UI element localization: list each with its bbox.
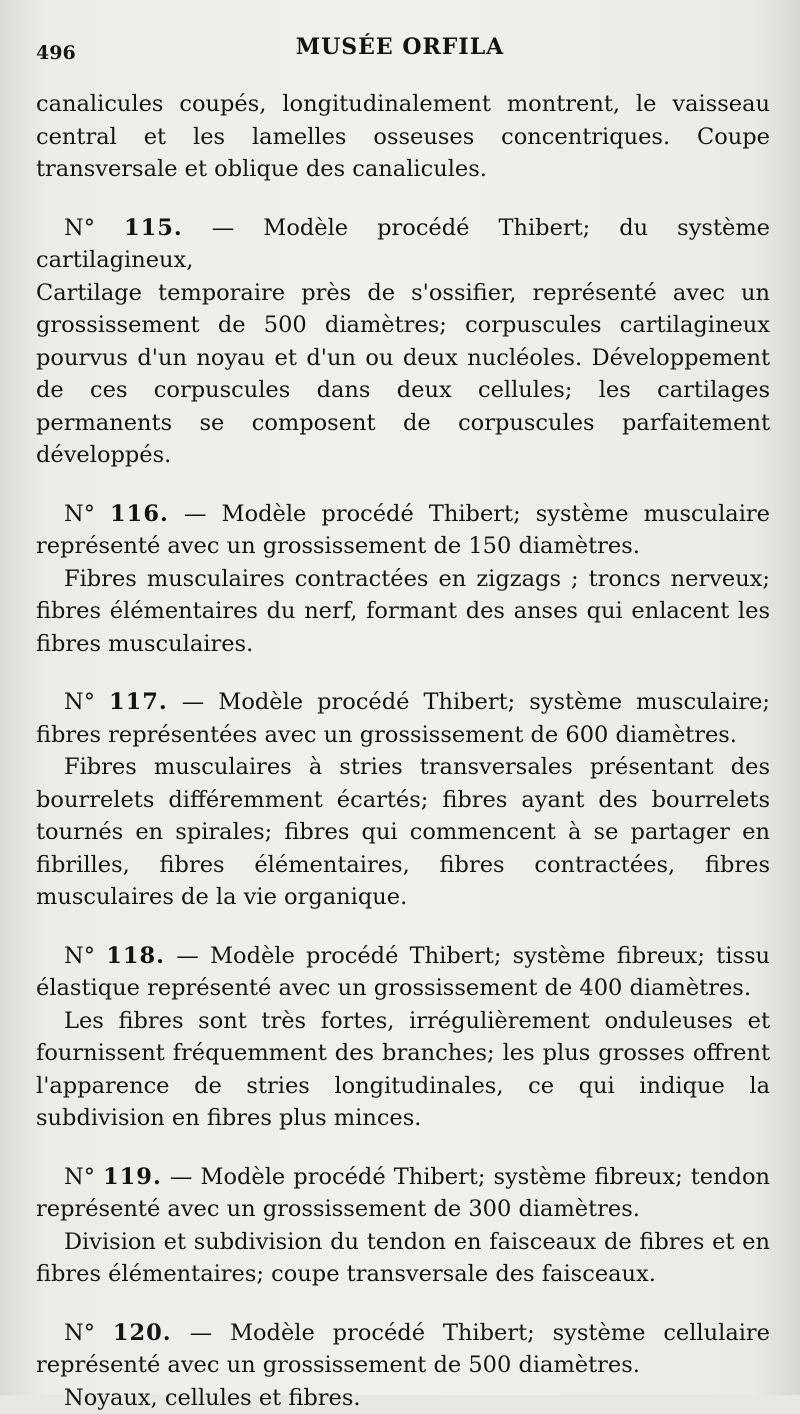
entry-number-label: N° — [64, 501, 95, 527]
entry-number-label: N° — [64, 215, 95, 241]
page-header — [36, 34, 764, 68]
entry-description: Noyaux, cellules et fibres. — [36, 1382, 770, 1414]
entry-lead-text: — Modèle procédé Thibert; système musculaire; fibres représentées avec un grossissement de 600 diamètres. — [36, 689, 770, 748]
page-body — [36, 88, 770, 1414]
page-number: 496 — [36, 42, 76, 64]
running-title: MUSÉE ORFILA — [36, 34, 764, 60]
entry-number-label: N° — [64, 689, 95, 715]
entry-lead — [36, 1161, 770, 1226]
entry-lead — [36, 498, 770, 563]
entry-lead-text: — Modèle procédé Thibert; système fibreux; tendon représenté avec un grossissement de 300 diamètres. — [36, 1164, 770, 1223]
entry-lead-text: — Modèle procédé Thibert; système fibreux; tissu élastique représenté avec un grossissement de 400 diamètres. — [36, 943, 770, 1002]
entry-number: 115. — [124, 215, 183, 241]
entry-lead — [36, 940, 770, 1005]
entry-lead — [36, 1317, 770, 1382]
entry-number: 120. — [113, 1320, 172, 1346]
continuation-paragraph: canalicules coupés, longitudinalement montrent, le vaisseau central et les lamelles osseuses concentriques. Coupe transversale et oblique des canalicules. — [36, 88, 770, 186]
entry-number: 116. — [110, 501, 169, 527]
entry-number: 119. — [103, 1164, 162, 1190]
catalog-entry-120 — [36, 1317, 770, 1414]
catalog-entry-118 — [36, 940, 770, 1135]
entry-number-label: N° — [64, 1320, 95, 1346]
entry-lead-text: — Modèle procédé Thibert; système cellulaire représenté avec un grossissement de 500 diamètres. — [36, 1320, 770, 1379]
catalog-entry-116 — [36, 498, 770, 661]
catalog-entry-115 — [36, 212, 770, 472]
catalog-entry-119 — [36, 1161, 770, 1291]
entry-description: Les fibres sont très fortes, irrégulièrement onduleuses et fournissent fréquemment des branches; les plus grosses offrent l'apparence de stries longitudinales, ce qui indique la subdivision en fibres plus minces. — [36, 1005, 770, 1135]
entry-number: 117. — [109, 689, 168, 715]
catalog-entry-117 — [36, 686, 770, 914]
entry-lead-text: — Modèle procédé Thibert; système musculaire représenté avec un grossissement de 150 diamètres. — [36, 501, 770, 560]
entry-description: Fibres musculaires contractées en zigzags ; troncs nerveux; fibres élémentaires du nerf, formant des anses qui enlacent les fibres musculaires. — [36, 563, 770, 661]
entry-number-label: N° — [64, 943, 95, 969]
entry-description: Division et subdivision du tendon en faisceaux de fibres et en fibres élémentaires; coupe transversale des faisceaux. — [36, 1226, 770, 1291]
entry-description: Fibres musculaires à stries transversales présentant des bourrelets différemment écartés; fibres ayant des bourrelets tournés en spirales; fibres qui commencent à se partager en fibrilles, fibres élémentaires, fibres contractées, fibres musculaires de la vie organique. — [36, 751, 770, 914]
entry-lead — [36, 212, 770, 277]
entry-description: Cartilage temporaire près de s'ossifier, représenté avec un grossissement de 500 diamètres; corpuscules cartilagineux pourvus d'un noyau et d'un ou deux nucléoles. Développement de ces corpuscules dans deux cellules; les cartilages permanents se composent de corpuscules parfaitement développés. — [36, 277, 770, 472]
entry-lead-text: — Modèle procédé Thibert; du système cartilagineux, — [36, 215, 770, 274]
entry-lead — [36, 686, 770, 751]
entry-number-label: N° — [64, 1164, 95, 1190]
entry-number: 118. — [106, 943, 165, 969]
